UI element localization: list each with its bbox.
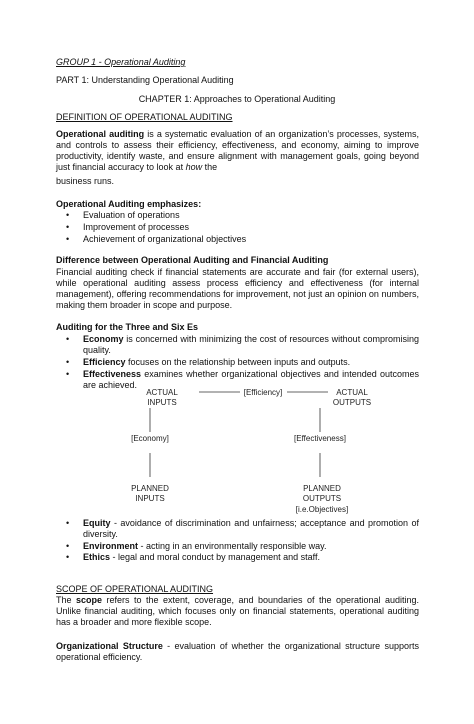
three-es-heading: Auditing for the Three and Six Es: [56, 322, 199, 332]
six-es-item-environment: Environment - acting in an environmentally responsible way.: [83, 541, 327, 551]
definition-term: Operational auditing: [56, 129, 145, 139]
six-es-item-equity: Equity - avoidance of discrimination and unfairness; acceptance and promotion of diversity.: [83, 518, 419, 539]
three-es-item-economy: Economy is concerned with minimizing the cost of resources without compromising quality.: [83, 334, 419, 355]
definition-tail: the: [202, 162, 218, 172]
planned-inputs-label-1: PLANNED: [131, 484, 169, 493]
bullet-icon: •: [66, 552, 70, 562]
three-es-diagram: [125, 386, 372, 519]
actual-inputs-label-2: INPUTS: [147, 398, 177, 407]
bullet-icon: •: [66, 541, 70, 551]
bullet-icon: •: [66, 222, 70, 232]
efficiency-label: [Efficiency]: [243, 388, 283, 397]
three-es-item-effectiveness: Effectiveness examines whether organizational objectives and intended outcomes are achieved.: [83, 369, 419, 390]
group-label: GROUP 1 - Operational Auditing: [56, 57, 186, 67]
economy-label: [Economy]: [131, 434, 169, 443]
effectiveness-label: [Effectiveness]: [294, 434, 346, 443]
chapter-title: CHAPTER 1: Approaches to Operational Auditing: [138, 94, 336, 104]
definition-paragraph: [56, 129, 419, 173]
emphasizes-item: Improvement of processes: [83, 222, 190, 232]
definition-heading: DEFINITION OF OPERATIONAL AUDITING: [56, 112, 233, 122]
objectives-label: [i.e.Objectives]: [295, 505, 349, 514]
part-title: PART 1: Understanding Operational Auditing: [56, 75, 234, 85]
bullet-icon: •: [66, 334, 70, 344]
definition-line-after: business runs.: [56, 176, 115, 186]
scope-paragraph: The scope refers to the extent, coverage, and boundaries of the operational auditing. Unlike financial auditing, which focuses only on financial statements, operational auditing has a broader and more flexible scope.: [56, 595, 419, 627]
org-structure-paragraph: Organizational Structure - evaluation of whether the organizational structure supports operational efficiency.: [56, 641, 419, 662]
actual-inputs-label-1: ACTUAL: [146, 388, 178, 397]
three-es-item-efficiency: Efficiency focuses on the relationship between inputs and outputs.: [83, 357, 351, 367]
bullet-icon: •: [66, 234, 70, 244]
scope-heading: SCOPE OF OPERATIONAL AUDITING: [56, 584, 214, 594]
planned-outputs-label-2: OUTPUTS: [302, 494, 342, 503]
definition-text: is a systematic evaluation of an organization’s processes, systems, and controls to assess their efficiency, effectiveness, and economy, aiming to improve productivity, identify waste, and ensure alignment with management goals, going beyond just financial accuracy to look at: [56, 129, 419, 172]
difference-text: Financial auditing check if financial statements are accurate and fair (for external users), while operational auditing assess process efficiency and effectiveness (for internal management), offering recommendations for improvement, not just an opinion on numbers, making them broader in scope and purpose.: [56, 267, 419, 310]
bullet-icon: •: [66, 357, 70, 367]
bullet-icon: •: [66, 518, 70, 528]
actual-outputs-label-2: OUTPUTS: [332, 398, 372, 407]
planned-outputs-label-1: PLANNED: [303, 484, 341, 493]
actual-outputs-label-1: ACTUAL: [336, 388, 368, 397]
bullet-icon: •: [66, 369, 70, 379]
emphasizes-item: Achievement of organizational objectives: [83, 234, 247, 244]
bullet-icon: •: [66, 210, 70, 220]
emphasizes-heading: Operational Auditing emphasizes:: [56, 199, 202, 209]
difference-heading: Difference between Operational Auditing and Financial Auditing: [56, 255, 329, 265]
six-es-item-ethics: Ethics - legal and moral conduct by management and staff.: [83, 552, 320, 562]
planned-inputs-label-2: INPUTS: [135, 494, 165, 503]
emphasizes-item: Evaluation of operations: [83, 210, 180, 220]
definition-how: how: [185, 162, 203, 172]
